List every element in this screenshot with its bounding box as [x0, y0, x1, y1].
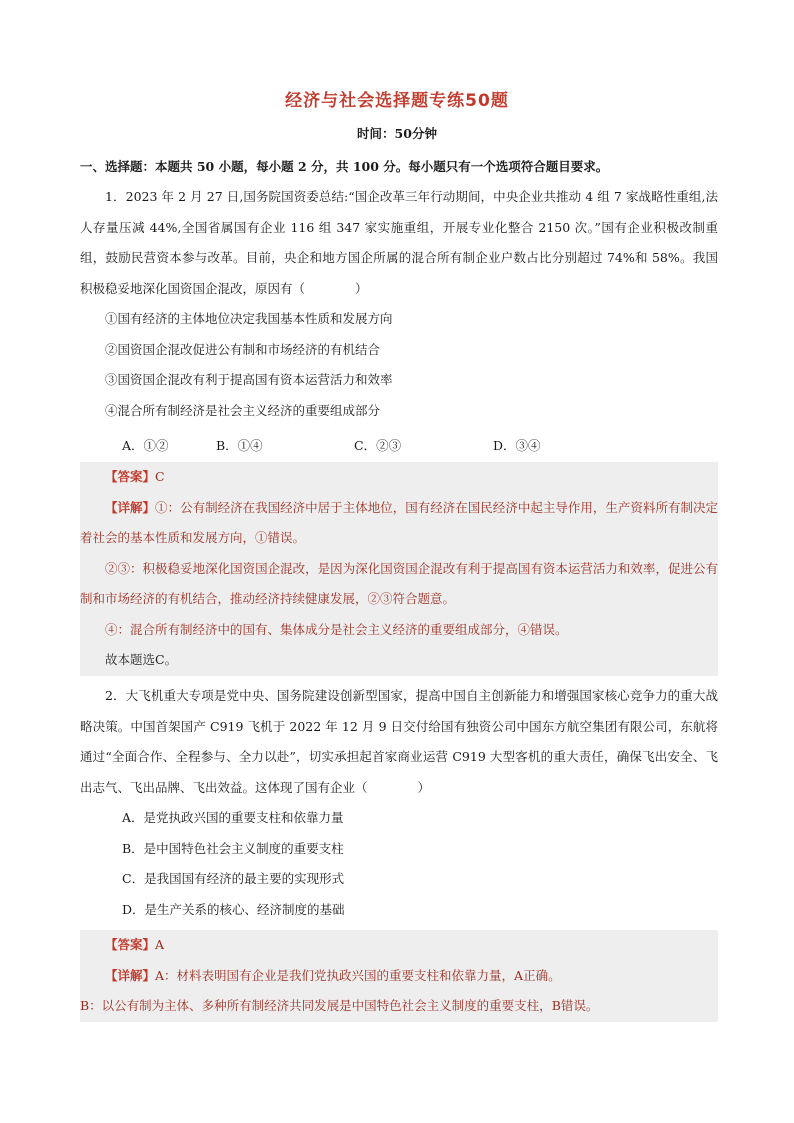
question-1-statement: ④混合所有制经济是社会主义经济的重要组成部分: [105, 402, 381, 418]
choice-b: B．①④: [216, 438, 263, 453]
answer-value: A: [155, 937, 165, 952]
question-2-option-b: B．是中国特色社会主义制度的重要支柱: [122, 840, 344, 856]
detail-paragraph: B：以公有制为主体、多种所有制经济共同发展是中国特色社会主义制度的重要支柱，B错误。: [80, 998, 599, 1013]
answer-line: [80, 930, 718, 961]
question-2-answer-box: [80, 930, 718, 1022]
detail-tag: 【详解】: [105, 499, 156, 515]
question-1-answer-box: [80, 462, 718, 676]
question-2-stem: 2．大飞机重大专项是党中央、国务院建设创新型国家，提高中国自主创新能力和增强国家核心竞争力的重大战略决策。中国首架国产 C919 飞机于 2022 年 12 月 9 日交付给国有独资公司中国东方航空集团有限公司，东航将通过“全面合作、全程参与、全力以赴”，切实承担起首家商业运营 C919 大型客机的重大责任，确保飞出安全、飞出志气、飞出品牌、飞出效益。这体现了国有企业（ ）: [80, 688, 718, 795]
answer-tag: 【答案】: [105, 937, 156, 952]
question-2-option-a: A．是党执政兴国的重要支柱和依靠力量: [122, 810, 344, 825]
question-1: [80, 182, 718, 426]
time-limit: 时间：50分钟: [357, 126, 437, 141]
detail-paragraph: [80, 961, 718, 992]
question-1-stem: 1．2023 年 2 月 27 日,国务院国资委总结:“国企改革三年行动期间，中央企业共推动 4 组 7 家战略性重组,法人存量压减 44%,全国省属国有企业 116 组 347 家实施重组，开展专业化整合 2150 次。”国有企业积极改制重组，鼓励民营资本参与改革。目前，央企和地方国企所属的混合所有制企业户数占比分别超过 74%和 58%。我国积极稳妥地深化国资国企混改，原因有（ ）: [80, 189, 718, 296]
detail-paragraph: ②③：积极稳妥地深化国资国企混改，是因为深化国资国企混改有利于提高国有资本运营活力和效率，促进公有制和市场经济的有机结合，推动经济持续健康发展，②③符合题意。: [80, 560, 718, 606]
detail-text: ①：公有制经济在我国经济中居于主体地位，国有经济在国民经济中起主导作用，生产资料所有制决定着社会的基本性质和发展方向，①错误。: [80, 499, 718, 545]
question-2: [80, 681, 718, 925]
detail-paragraph: ④：混合所有制经济中的国有、集体成分是社会主义经济的重要组成部分，④错误。: [105, 621, 568, 637]
question-2-option-d: D．是生产关系的核心、经济制度的基础: [122, 901, 345, 917]
answer-value: C: [155, 469, 165, 484]
choice-d: D．③④: [493, 438, 541, 453]
answer-line: [80, 462, 718, 493]
detail-text: A：材料表明国有企业是我们党执政兴国的重要支柱和依靠力量，A正确。: [155, 967, 561, 983]
final-answer: 故本题选C。: [105, 652, 178, 667]
question-1-statement: ①国有经济的主体地位决定我国基本性质和发展方向: [105, 311, 393, 326]
question-2-option-c: C．是我国国有经济的最主要的实现形式: [122, 871, 345, 886]
question-1-statement: ③国资国企混改有利于提高国有资本运营活力和效率: [105, 372, 393, 387]
answer-tag: 【答案】: [105, 469, 156, 484]
choice-a: A．①②: [122, 438, 169, 453]
detail-tag: 【详解】: [105, 967, 156, 983]
question-1-statement: ②国资国企混改促进公有制和市场经济的有机结合: [105, 341, 381, 357]
choice-c: C．②③: [354, 438, 402, 453]
document-title: 经济与社会选择题专练50题: [285, 91, 509, 111]
section-heading: 一、选择题：本题共 50 小题，每小题 2 分，共 100 分。每小题只有一个选项符合题目要求。: [80, 159, 609, 174]
detail-paragraph: [80, 493, 718, 554]
